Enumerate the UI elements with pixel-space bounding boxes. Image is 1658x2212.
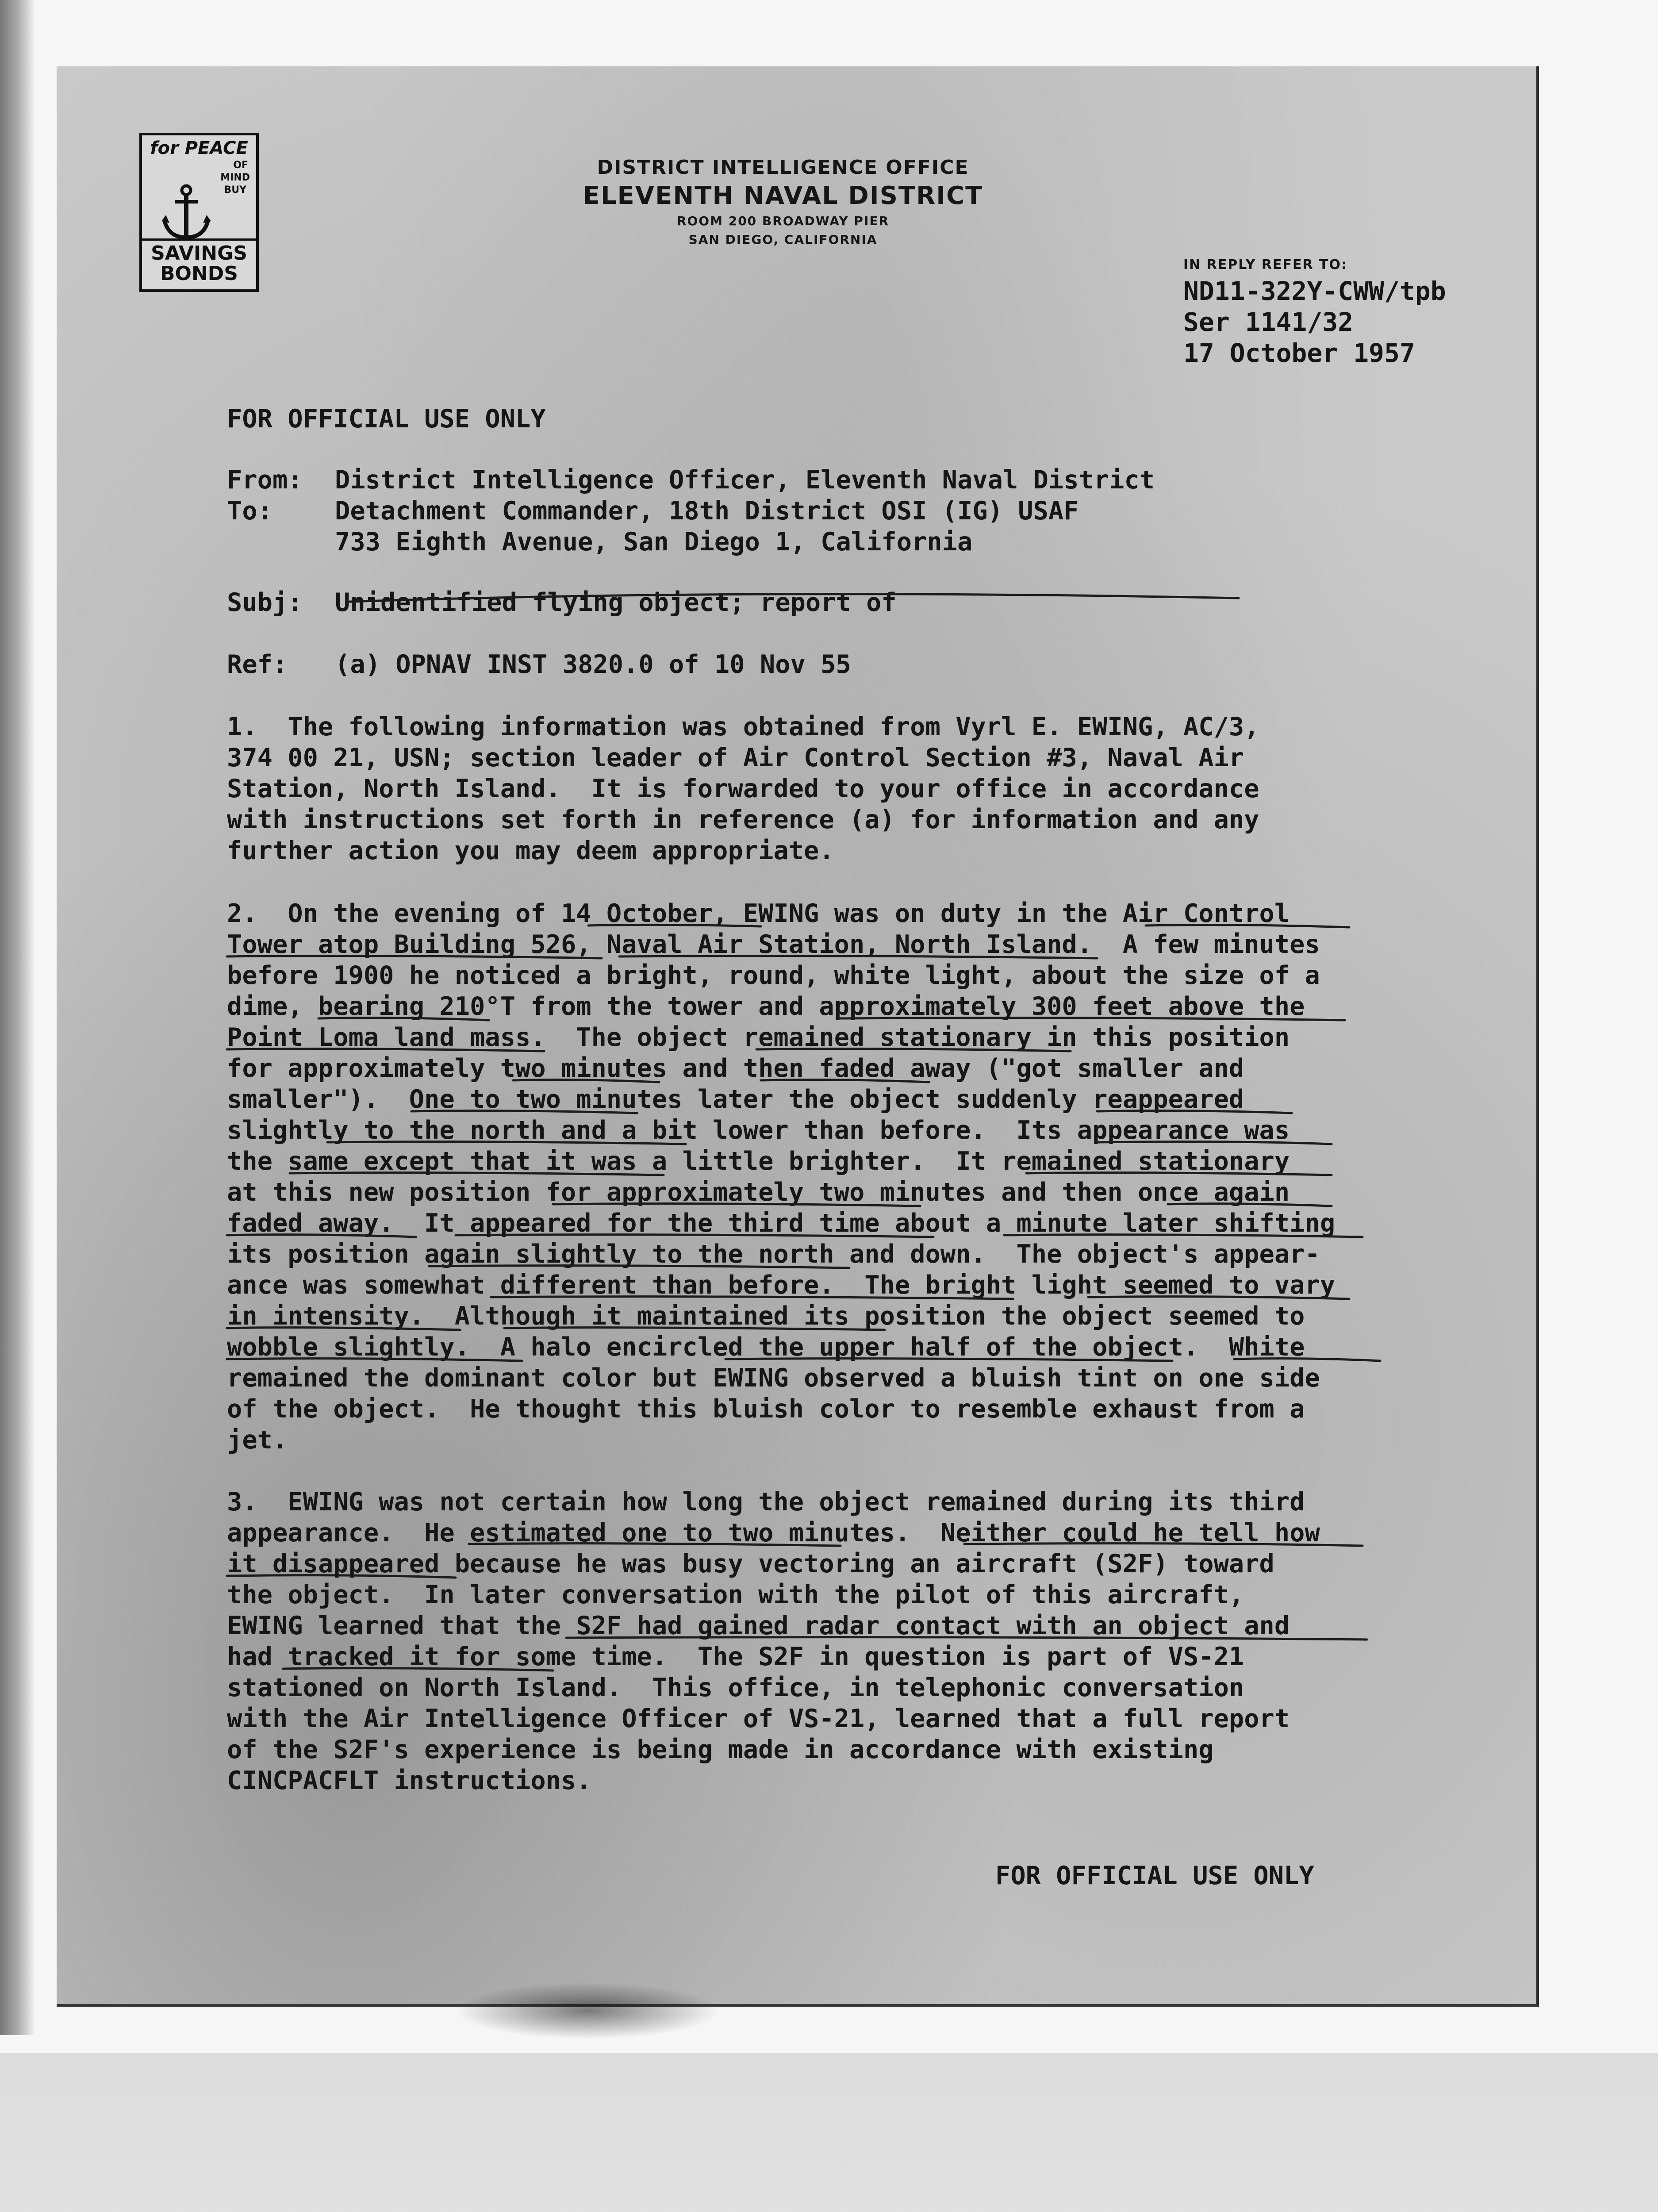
subject-label: Subj: [227,588,303,617]
stamp-line-6: BONDS [160,262,238,285]
from-label: From: [227,465,303,495]
stamp-line-1: for PEACE [150,138,248,158]
paragraph-line: faded away. It appeared for the third time about a minute later shifting [227,1209,1336,1238]
stamp-line-3: MIND [220,172,250,183]
to-value-line-2: 733 Eighth Avenue, San Diego 1, California [335,527,973,557]
classification-top: FOR OFFICIAL USE ONLY [227,404,546,434]
paragraph-line: with the Air Intelligence Officer of VS-21, learned that a full report [227,1704,1290,1733]
paragraph-line: slightly to the north and a bit lower than before. Its appearance was [227,1116,1290,1145]
paragraph-line: dime, bearing 210°T from the tower and approximately 300 feet above the [227,992,1305,1021]
reference-value: (a) OPNAV INST 3820.0 of 10 Nov 55 [335,650,851,679]
letterhead-office: DISTRICT INTELLIGENCE OFFICE [597,156,969,179]
paragraph-line: at this new position for approximately two minutes and then once again [227,1178,1290,1207]
paragraph-line: remained the dominant color but EWING observed a bluish tint on one side [227,1363,1320,1393]
paragraph-line: 1. The following information was obtained from Vyrl E. EWING, AC/3, [227,712,1259,741]
to-label: To: [227,496,272,526]
blank-margin [0,2053,1658,2212]
paragraph-line: before 1900 he noticed a bright, round, white light, about the size of a [227,961,1320,990]
stamp-line-2: OF [233,160,248,171]
paragraph-line: 3. EWING was not certain how long the object remained during its third [227,1487,1305,1517]
paragraph-line: the same except that it was a little brighter. It remained stationary [227,1147,1290,1176]
paragraph-line: of the object. He thought this bluish color to resemble exhaust from a [227,1394,1305,1424]
paragraph-line: wobble slightly. A halo encircled the upper half of the object. White [227,1333,1305,1362]
stamp-line-5: SAVINGS [151,242,247,265]
from-value: District Intelligence Officer, Eleventh Naval District [335,465,1155,495]
to-value-line-1: Detachment Commander, 18th District OSI (IG) USAF [335,496,1079,526]
reply-label: IN REPLY REFER TO: [1183,257,1347,273]
paragraph-line: smaller"). One to two minutes later the object suddenly reappeared [227,1085,1244,1114]
paragraph-line: of the S2F's experience is being made in accordance with existing [227,1735,1214,1764]
reply-date: 17 October 1957 [1183,338,1415,368]
paragraph-line: EWING learned that the S2F had gained radar contact with an object and [227,1611,1290,1640]
paragraph-line: for approximately two minutes and then faded away ("got smaller and [227,1054,1244,1083]
subject-value: Unidentified flying object; report of [335,588,897,617]
reply-file-number: ND11-322Y-CWW/tpb [1183,276,1446,306]
paragraph-line: 2. On the evening of 14 October, EWING was on duty in the Air Control [227,899,1290,928]
paragraph-line: the object. In later conversation with the pilot of this aircraft, [227,1580,1244,1609]
paragraph-line: Tower atop Building 526, Naval Air Station, North Island. A few minutes [227,930,1320,959]
letterhead-city: SAN DIEGO, CALIFORNIA [688,232,878,247]
paragraph-3 [227,1486,1320,1796]
classification-bottom: FOR OFFICIAL USE ONLY [995,1861,1314,1890]
paragraph-line: its position again slightly to the north and down. The object's appear- [227,1240,1320,1269]
paragraph-line: it disappeared because he was busy vectoring an aircraft (S2F) toward [227,1549,1274,1578]
paragraph-line: further action you may deem appropriate. [227,836,834,865]
paragraph-line: had tracked it for some time. The S2F in question is part of VS-21 [227,1642,1244,1671]
paragraph-line: stationed on North Island. This office, in telephonic conversation [227,1673,1244,1702]
letterhead-district: ELEVENTH NAVAL DISTRICT [583,181,983,210]
reply-serial: Ser 1141/32 [1183,307,1354,337]
paragraph-line: in intensity. Although it maintained its position the object seemed to [227,1302,1305,1331]
paragraph-line: with instructions set forth in reference (a) for information and any [227,805,1259,834]
reference-label: Ref: [227,650,288,679]
paragraph-line: Point Loma land mass. The object remained stationary in this position [227,1023,1290,1052]
stamp-line-4: BUY [224,184,246,196]
letterhead-room: ROOM 200 BROADWAY PIER [676,214,890,228]
paragraph-line: Station, North Island. It is forwarded to your office in accordance [227,774,1259,803]
paragraph-line: ance was somewhat different than before. The bright light seemed to vary [227,1271,1336,1300]
paragraph-line: appearance. He estimated one to two minutes. Neither could he tell how [227,1518,1320,1548]
paragraph-line: 374 00 21, USN; section leader of Air Control Section #3, Naval Air [227,743,1244,772]
paragraph-line: jet. [227,1425,288,1455]
paragraph-line: CINCPACFLT instructions. [227,1766,591,1795]
